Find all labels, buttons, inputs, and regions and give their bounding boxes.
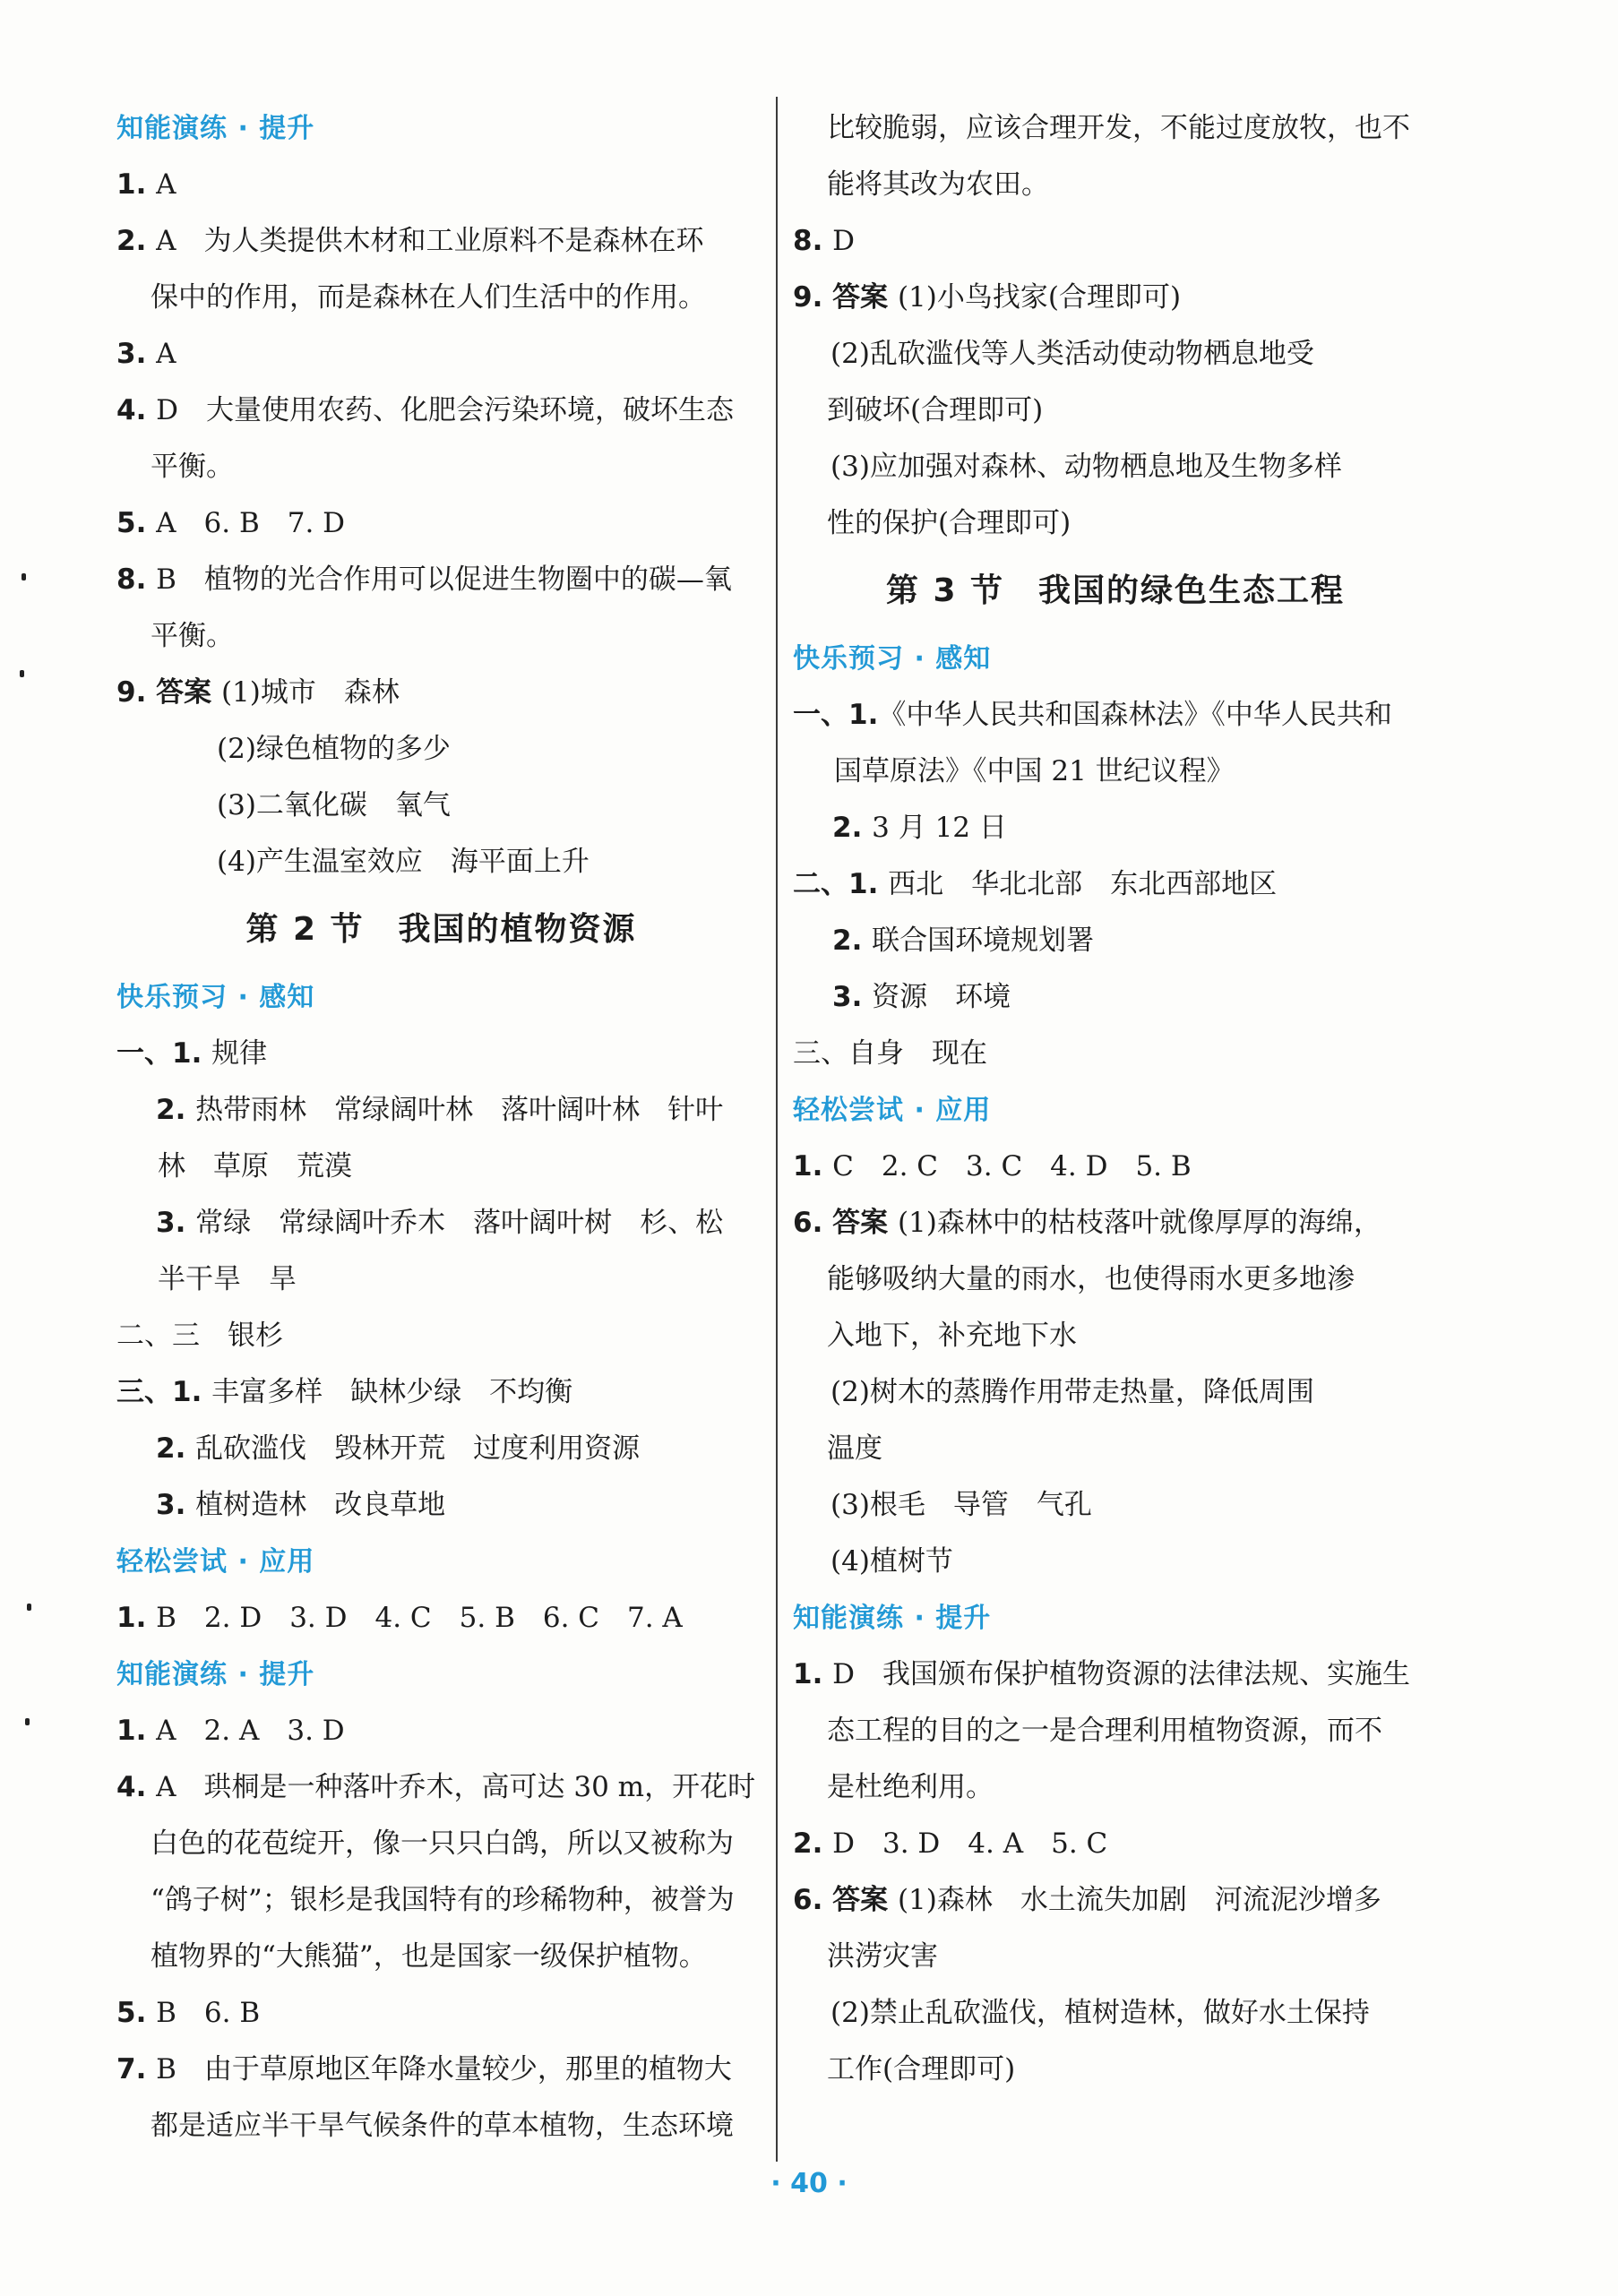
answer-line: 到破坏(合理即可) <box>827 394 1044 426</box>
question-number: 7. <box>116 2053 157 2085</box>
answer-line: 三、自身 现在 <box>793 1037 987 1070</box>
subsection-heading: 快乐预习 · 感知 <box>793 643 992 675</box>
answer-line: 2. 热带雨林 常绿阔叶林 落叶阔叶林 针叶 <box>156 1094 724 1126</box>
question-number: 3. <box>156 1207 196 1239</box>
question-number: 3. <box>116 338 157 370</box>
question-number: 6. <box>793 1207 833 1239</box>
question-number: 3. <box>156 1489 196 1521</box>
answer-line: 保中的作用，而是森林在人们生活中的作用。 <box>151 281 706 314</box>
answer-line: (2)乱砍滥伐等人类活动使动物栖息地受 <box>831 338 1314 370</box>
answer-line: (2)绿色植物的多少 <box>217 733 451 765</box>
answer-line: 8. D <box>793 225 855 257</box>
answer-line: 林 草原 荒漠 <box>158 1150 352 1182</box>
question-number: 1. <box>793 1658 833 1690</box>
question-number: 2. <box>832 924 873 957</box>
answer-line: 植物界的“大熊猫”，也是国家一级保护植物。 <box>151 1940 707 1973</box>
section-title: 第 3 节 我国的绿色生态工程 <box>885 572 1346 609</box>
question-number: 6. <box>793 1884 833 1916</box>
question-number: 2. <box>793 1827 833 1860</box>
answer-line: 5. B 6. B <box>116 1997 261 2029</box>
column-divider <box>776 97 778 2162</box>
answer-line: 1. A <box>116 168 176 201</box>
answer-line: 8. B 植物的光合作用可以促进生物圈中的碳—氧 <box>116 563 732 596</box>
answer-line: 3. A <box>116 338 176 370</box>
scan-mark <box>20 670 24 677</box>
answer-line: (2)树木的蒸腾作用带走热量，降低周围 <box>831 1376 1314 1408</box>
question-number: 2. <box>156 1432 196 1465</box>
question-number: 二、1. <box>793 868 889 900</box>
answer-line: 4. A 珙桐是一种落叶乔木，高可达 30 m，开花时 <box>116 1771 756 1803</box>
answer-line: 1. C 2. C 3. C 4. D 5. B <box>793 1150 1192 1182</box>
subsection-heading: 知能演练 · 提升 <box>793 1603 992 1634</box>
answer-line: 三、1. 丰富多样 缺林少绿 不均衡 <box>116 1376 573 1408</box>
question-number: 9. <box>116 676 157 709</box>
answer-line: 3. 资源 环境 <box>832 981 1011 1013</box>
scan-mark <box>25 1718 30 1725</box>
answer-line: “鸽子树”；银杉是我国特有的珍稀物种，被誉为 <box>151 1884 735 1916</box>
subsection-heading: 知能演练 · 提升 <box>116 113 315 144</box>
answer-line: 二、1. 西北 华北北部 东北西部地区 <box>793 868 1278 900</box>
subsection-heading: 快乐预习 · 感知 <box>116 982 315 1013</box>
subsection-heading: 知能演练 · 提升 <box>116 1659 315 1690</box>
question-number: 5. <box>116 507 157 539</box>
question-number: 1. <box>793 1150 833 1182</box>
question-number: 4. <box>116 394 157 426</box>
answer-line: 温度 <box>827 1432 882 1465</box>
answer-line: (3)根毛 导管 气孔 <box>831 1489 1092 1521</box>
answer-line: 态工程的目的之一是合理利用植物资源，而不 <box>827 1715 1382 1747</box>
answer-line: 2. 联合国环境规划署 <box>832 924 1095 957</box>
answer-line: 能够吸纳大量的雨水，也使得雨水更多地渗 <box>827 1263 1355 1295</box>
answer-line: 性的保护(合理即可) <box>827 507 1071 539</box>
subsection-heading: 轻松尝试 · 应用 <box>793 1095 992 1126</box>
answer-line: 2. A 为人类提供木材和工业原料不是森林在环 <box>116 225 704 257</box>
answer-line: 9. 答案 (1)小鸟找家(合理即可) <box>793 281 1182 314</box>
answer-line: 1. B 2. D 3. D 4. C 5. B 6. C 7. A <box>116 1602 683 1634</box>
answer-line: 2. D 3. D 4. A 5. C <box>793 1827 1108 1860</box>
answer-line: 入地下，补充地下水 <box>827 1320 1077 1352</box>
answer-line: 工作(合理即可) <box>827 2053 1016 2085</box>
scan-mark <box>27 1604 31 1611</box>
question-number: 8. <box>793 225 833 257</box>
answer-line: 比较脆弱，应该合理开发，不能过度放牧，也不 <box>827 112 1410 144</box>
right-column <box>793 100 1438 2098</box>
question-number: 3. <box>832 981 873 1013</box>
answer-line: 1. D 我国颁布保护植物资源的法律法规、实施生 <box>793 1658 1410 1690</box>
answer-line: 白色的花苞绽开，像一只只白鸽，所以又被称为 <box>151 1827 734 1860</box>
answer-line: 是杜绝利用。 <box>827 1771 994 1803</box>
answer-line: 二、三 银杉 <box>116 1320 283 1352</box>
answer-line: (4)产生温室效应 海平面上升 <box>217 846 590 878</box>
answer-label: 答案 <box>832 281 898 314</box>
answer-line: (4)植树节 <box>831 1545 953 1578</box>
answer-line: 平衡。 <box>151 451 234 483</box>
answer-line: 5. A 6. B 7. D <box>116 507 346 539</box>
answer-line: 2. 乱砍滥伐 毁林开荒 过度利用资源 <box>156 1432 641 1465</box>
answer-line: 平衡。 <box>151 620 234 652</box>
question-number: 5. <box>116 1997 157 2029</box>
answer-line: 2. 3 月 12 日 <box>832 812 1007 844</box>
answer-label: 答案 <box>156 676 221 709</box>
question-number: 三、1. <box>116 1376 212 1408</box>
answer-line: 半干旱 旱 <box>158 1263 297 1295</box>
left-column <box>116 100 766 2154</box>
answer-line: 3. 植树造林 改良草地 <box>156 1489 446 1521</box>
answer-line: 7. B 由于草原地区年降水量较少，那里的植物大 <box>116 2053 732 2085</box>
question-number: 一、1. <box>793 699 879 731</box>
question-number: 2. <box>832 812 873 844</box>
answer-line: 6. 答案 (1)森林 水土流失加剧 河流泥沙增多 <box>793 1884 1381 1916</box>
answer-line: 都是适应半干旱气候条件的草本植物，生态环境 <box>151 2110 734 2142</box>
section-title: 第 2 节 我国的植物资源 <box>245 911 637 948</box>
question-number: 9. <box>793 281 833 314</box>
question-number: 4. <box>116 1771 157 1803</box>
answer-line: 3. 常绿 常绿阔叶乔木 落叶阔叶树 杉、松 <box>156 1207 724 1239</box>
question-number: 8. <box>116 563 157 596</box>
question-number: 一、1. <box>116 1037 212 1070</box>
answer-line: 1. A 2. A 3. D <box>116 1715 345 1747</box>
answer-line: (3)二氧化碳 氧气 <box>217 789 451 821</box>
answer-line: 洪涝灾害 <box>827 1940 938 1973</box>
answer-line: 国草原法》《中国 21 世纪议程》 <box>834 755 1235 787</box>
answer-line: 6. 答案 (1)森林中的枯枝落叶就像厚厚的海绵， <box>793 1207 1381 1239</box>
question-number: 1. <box>116 168 157 201</box>
answer-line: (3)应加强对森林、动物栖息地及生物多样 <box>831 451 1342 483</box>
question-number: 2. <box>156 1094 196 1126</box>
scan-mark <box>22 573 26 580</box>
question-number: 1. <box>116 1715 157 1747</box>
answer-label: 答案 <box>832 1207 898 1239</box>
answer-line: 能将其改为农田。 <box>827 168 1049 201</box>
answer-line: 4. D 大量使用农药、化肥会污染环境，破坏生态 <box>116 394 734 426</box>
page-number: · 40 · <box>770 2168 848 2199</box>
answer-line: 一、1.《中华人民共和国森林法》《中华人民共和 <box>793 699 1392 731</box>
answer-label: 答案 <box>832 1884 898 1916</box>
subsection-heading: 轻松尝试 · 应用 <box>116 1546 315 1578</box>
answer-line: 9. 答案 (1)城市 森林 <box>116 676 400 709</box>
answer-line: 一、1. 规律 <box>116 1037 268 1070</box>
question-number: 1. <box>116 1602 157 1634</box>
answer-line: (2)禁止乱砍滥伐，植树造林，做好水土保持 <box>831 1997 1370 2029</box>
question-number: 2. <box>116 225 157 257</box>
